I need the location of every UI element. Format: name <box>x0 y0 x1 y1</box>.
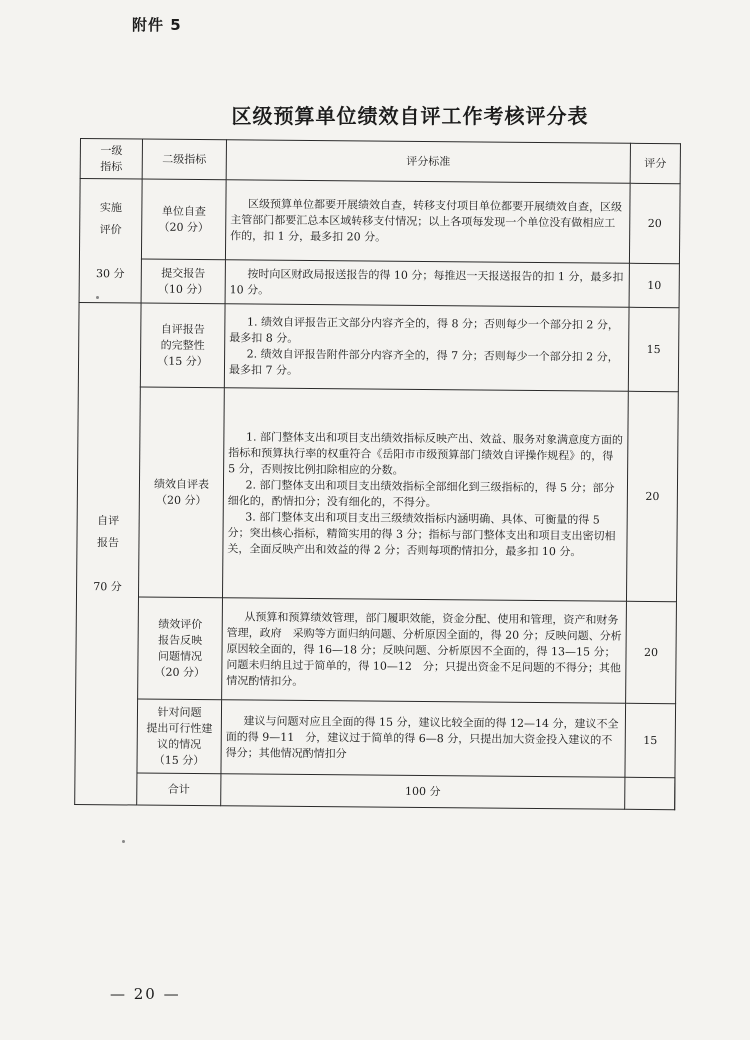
scoring-table <box>74 138 681 810</box>
score-cell: 20 <box>626 391 678 601</box>
table-row <box>76 386 678 601</box>
score-cell: 15 <box>628 307 679 391</box>
table-row <box>75 698 676 777</box>
table-row <box>76 596 677 703</box>
table-row <box>79 179 680 264</box>
level2-cell: 绩效评价 报告反映 问题情况 （20 分） <box>138 597 223 700</box>
total-label: 合计 <box>137 773 221 806</box>
level2-cell: 提交报告 （10 分） <box>141 259 225 304</box>
page-title: 区级预算单位绩效自评工作考核评分表 <box>231 104 589 128</box>
attachment-label: 附件 5 <box>132 16 182 34</box>
scan-speck <box>96 296 99 299</box>
score-cell: 20 <box>626 601 677 703</box>
header-criteria: 评分标准 <box>226 140 630 184</box>
header-score: 评分 <box>630 143 680 183</box>
header-level2: 二级指标 <box>142 139 226 180</box>
level2-cell: 针对问题 提出可行性建 议的情况 （15 分） <box>137 699 222 774</box>
table-row <box>78 302 679 391</box>
total-row <box>75 772 675 809</box>
level2-cell: 自评报告 的完整性 （15 分） <box>140 303 225 388</box>
scan-speck <box>122 840 125 843</box>
total-points: 100 分 <box>221 774 625 810</box>
criteria-cell: 区级预算单位都要开展绩效自查，转移支付项目单位都要开展绩效自查，区级主管部门都要汇总本区域转移支付情况；以上各项每发现一个单位没有做相应工作的，扣 1 分，最多扣 20 分。 <box>225 180 630 264</box>
score-cell: 20 <box>629 183 680 263</box>
page-number: — 20 — <box>110 985 181 1003</box>
table-row <box>79 258 679 307</box>
criteria-cell: 按时向区财政局报送报告的得 10 分；每推迟一天报送报告的扣 1 分，最多扣 10 分。 <box>225 260 629 308</box>
level2-cell: 单位自查 （20 分） <box>141 179 226 260</box>
level1-cell: 实施 评价 30 分 <box>79 179 142 304</box>
header-level1: 一级 指标 <box>80 139 142 180</box>
criteria-cell: 1. 部门整体支出和项目支出绩效指标反映产出、效益、服务对象满意度方面的指标和预算执行率的权重符合《岳阳市市级预算部门绩效自评操作规程》的，得 5 分，否则按比例扣除相应的分数。 2. 部门整体支出和项目支出绩效指标全部细化到三级指标的，得 5 分；部分细化的，酌情扣分；没有细化的，不得分。 3. 部门整体支出和项目支出三级绩效指标内涵明确、具体、可衡量的得 5 分；突出核心指标，精简实用的得 3 分；指标与部门整体支出和项目支出密切相关，全面反映产出和效益的得 2 分；否则每项酌情扣分，最多扣 10 分。 <box>222 388 628 602</box>
total-criteria-empty <box>625 777 675 809</box>
criteria-cell: 从预算和预算绩效管理，部门履职效能，资金分配、使用和管理，资产和财务管理，政府 采购等方面归纳问题、分析原因全面的，得 20 分；反映问题、分析原因较全面的，得 16—18 分；反映问题、分析原因不全面的，得 13—15 分；问题未归纳且过于简单的，得 10—12 分；只提出资金不足问题的不得分；其他情况酌情扣分。 <box>222 598 627 704</box>
score-cell: 15 <box>625 703 676 777</box>
criteria-cell: 建议与问题对应且全面的得 15 分，建议比较全面的得 12—14 分，建议不全面的得 9—11 分，建议过于简单的得 6—8 分，只提出加大资金投入建议的不得分；其他情况酌情扣分 <box>221 700 626 778</box>
score-cell: 10 <box>629 263 679 307</box>
level1-cell: 自评 报告 70 分 <box>75 302 141 805</box>
level2-cell: 绩效自评表 （20 分） <box>138 387 224 598</box>
criteria-cell: 1. 绩效自评报告正文部分内容齐全的，得 8 分；否则每少一个部分扣 2 分，最多扣 8 分。 2. 绩效自评报告附件部分内容齐全的，得 7 分；否则每少一个部分扣 2 分，最多扣 7 分。 <box>224 304 629 392</box>
